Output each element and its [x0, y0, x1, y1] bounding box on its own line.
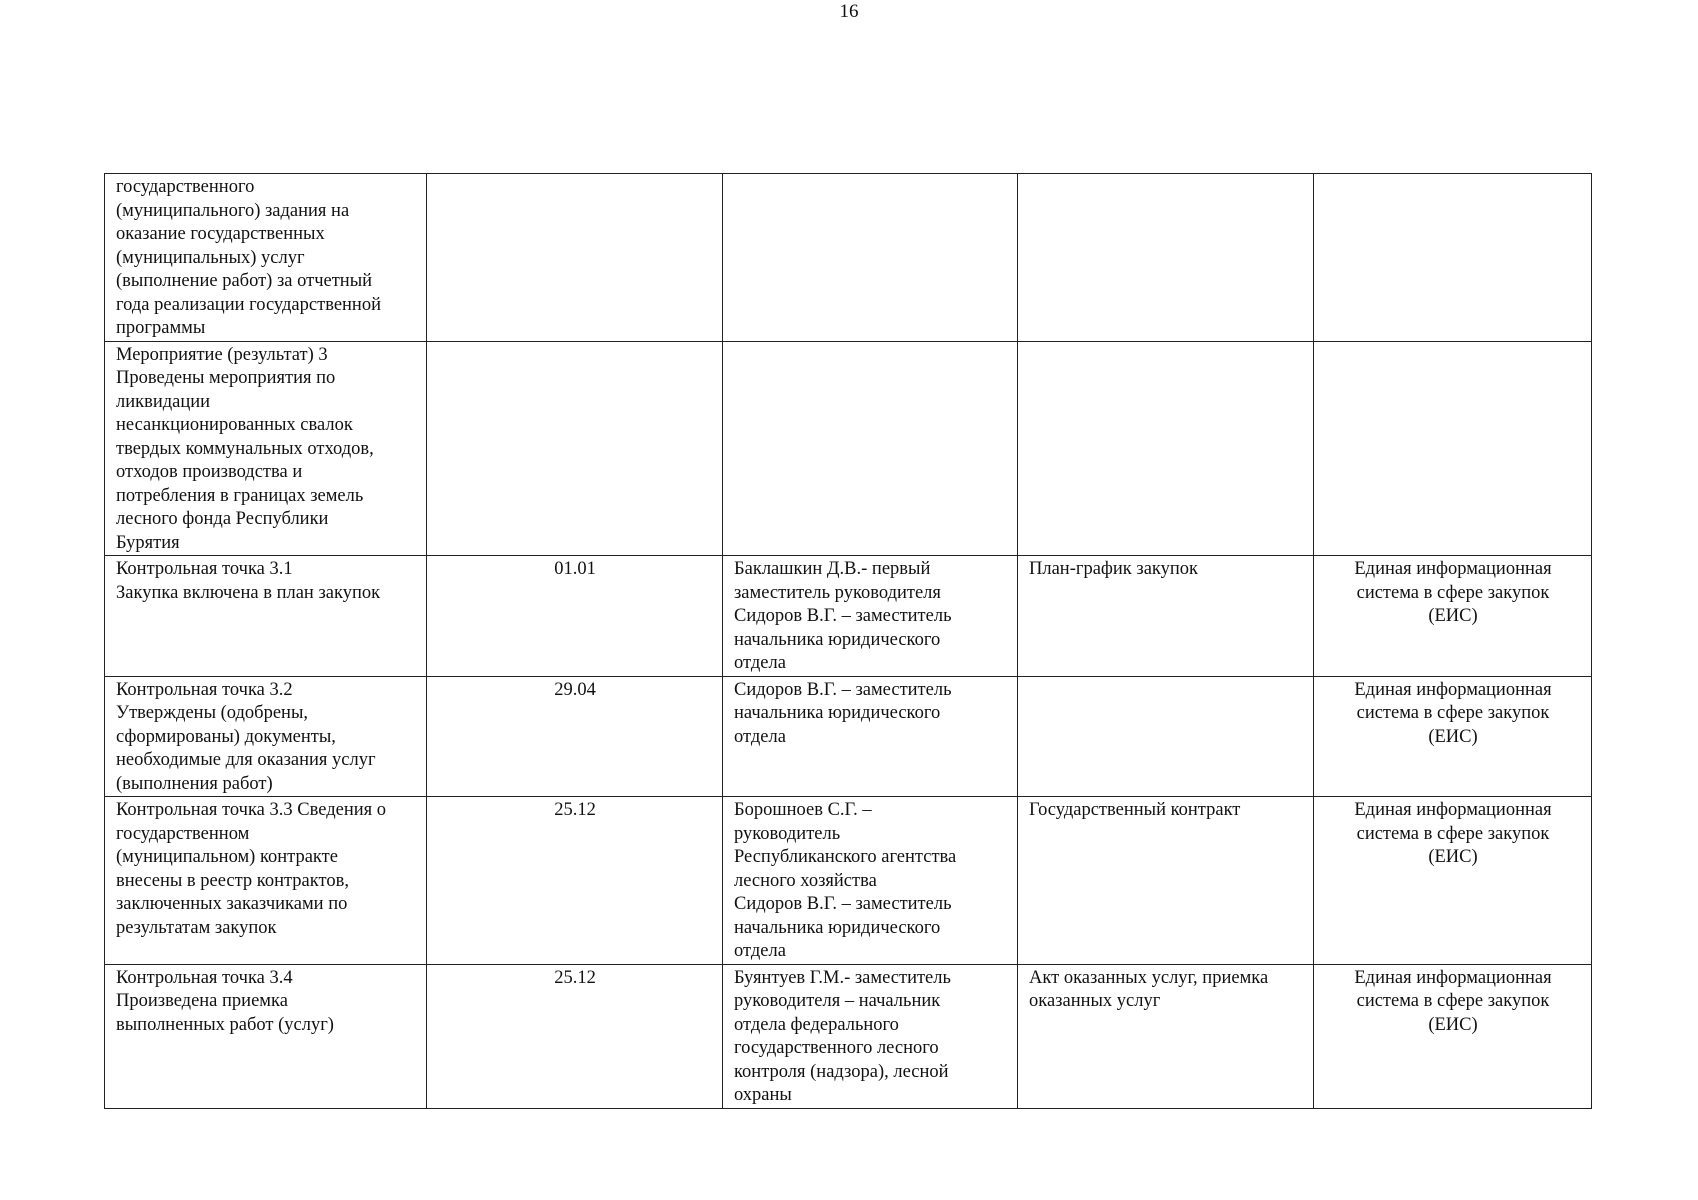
information-system-cell-line: Единая информационная: [1354, 967, 1552, 988]
event-description-cell-line: (муниципальном) контракте: [116, 847, 338, 867]
information-system-cell-line: Единая информационная: [1354, 679, 1552, 700]
event-description-cell-line: сформированы) документы,: [116, 726, 336, 747]
event-description-cell-line: Контрольная точка 3.4: [116, 967, 293, 988]
event-description-cell-line: Контрольная точка 3.1: [116, 559, 293, 579]
responsible-cell: [723, 676, 1018, 797]
information-system-cell-line: Единая информационная: [1354, 800, 1552, 820]
event-description-cell-line: года реализации государственной: [116, 294, 381, 315]
event-description-cell-line: внесены в реестр контрактов,: [116, 870, 349, 891]
event-description-cell: [105, 341, 427, 556]
event-description-cell: [105, 797, 427, 965]
document-cell: [1018, 964, 1314, 1108]
information-system-cell-line: система в сфере закупок: [1356, 823, 1550, 844]
event-description-cell-line: твердых коммунальных отходов,: [116, 438, 374, 459]
responsible-cell-line: Буянтуев Г.М.- заместитель: [734, 967, 951, 988]
responsible-cell-line: начальника юридического: [734, 917, 941, 938]
responsible-cell-line: Сидоров В.Г. – заместитель: [734, 894, 952, 914]
responsible-cell-line: лесного хозяйства: [734, 870, 877, 891]
information-system-cell: [1314, 341, 1592, 556]
event-description-cell-line: Закупка включена в план закупок: [116, 582, 381, 603]
responsible-cell-line: начальника юридического: [734, 703, 941, 723]
document-cell: [1018, 676, 1314, 797]
table-body: [105, 174, 1592, 1109]
event-description-cell-line: заключенных заказчиками по: [116, 894, 348, 914]
event-description-cell: [105, 676, 427, 797]
deadline-cell: 25.12: [427, 797, 723, 965]
event-description-cell-line: несанкционированных свалок: [116, 415, 353, 435]
information-system-cell-line: (ЕИС): [1428, 1014, 1478, 1035]
responsible-cell: [723, 341, 1018, 556]
responsible-cell-line: Баклашкин Д.В.- первый: [734, 559, 931, 579]
deadline-cell: [427, 341, 723, 556]
document-cell-line: План-график закупок: [1029, 559, 1199, 579]
responsible-cell-line: начальника юридического: [734, 629, 941, 650]
event-description-cell-line: ликвидации: [116, 391, 211, 412]
responsible-cell-line: охраны: [734, 1085, 792, 1105]
plan-table: [104, 173, 1592, 1109]
event-description-cell-line: Контрольная точка 3.2: [116, 679, 293, 700]
event-description-cell-line: Проведены мероприятия по: [116, 368, 336, 388]
information-system-cell: [1314, 174, 1592, 342]
responsible-cell-line: отдела: [734, 726, 786, 747]
table-row: [105, 797, 1592, 965]
table-row: [105, 174, 1592, 342]
responsible-cell-line: отдела: [734, 941, 786, 961]
document-cell: [1018, 556, 1314, 677]
information-system-cell-line: (ЕИС): [1428, 726, 1478, 747]
event-description-cell-line: (муниципального) задания на: [116, 200, 350, 221]
event-description-cell: [105, 174, 427, 342]
event-description-cell-line: потребления в границах земель: [116, 485, 364, 506]
information-system-cell-line: (ЕИС): [1428, 847, 1478, 867]
event-description-cell-line: Бурятия: [116, 532, 180, 553]
responsible-cell-line: Республиканского агентства: [734, 847, 957, 867]
responsible-cell: [723, 174, 1018, 342]
responsible-cell-line: Сидоров В.Г. – заместитель: [734, 606, 952, 626]
information-system-cell-line: система в сфере закупок: [1356, 582, 1550, 603]
table-row: [105, 964, 1592, 1108]
deadline-cell: 01.01: [427, 556, 723, 677]
responsible-cell-line: отдела федерального: [734, 1014, 899, 1035]
event-description-cell-line: Произведена приемка: [116, 991, 288, 1011]
responsible-cell-line: отдела: [734, 653, 786, 673]
table-row: [105, 556, 1592, 677]
document-cell-line: оказанных услуг: [1029, 991, 1161, 1011]
information-system-cell-line: система в сфере закупок: [1356, 991, 1550, 1011]
event-description-cell-line: выполненных работ (услуг): [116, 1014, 334, 1035]
responsible-cell-line: руководителя – начальник: [734, 991, 941, 1011]
document-cell: [1018, 797, 1314, 965]
event-description-cell-line: необходимые для оказания услуг: [116, 750, 376, 770]
event-description-cell-line: Утверждены (одобрены,: [116, 703, 309, 723]
responsible-cell-line: заместитель руководителя: [734, 582, 941, 603]
event-description-cell-line: (выполнения работ): [116, 773, 273, 794]
document-cell: [1018, 174, 1314, 342]
event-description-cell: [105, 964, 427, 1108]
page-number: 16: [839, 1, 859, 22]
document-cell-line: Государственный контракт: [1029, 800, 1241, 820]
event-description-cell-line: (выполнение работ) за отчетный: [116, 271, 373, 291]
responsible-cell-line: государственного лесного: [734, 1038, 939, 1058]
information-system-cell-line: система в сфере закупок: [1356, 703, 1550, 723]
responsible-cell-line: руководитель: [734, 823, 841, 844]
event-description-cell-line: (муниципальных) услуг: [116, 247, 305, 268]
table-row: [105, 676, 1592, 797]
event-description-cell-line: государственного: [116, 177, 255, 197]
event-description-cell-line: лесного фонда Республики: [116, 509, 329, 529]
responsible-cell: [723, 964, 1018, 1108]
responsible-cell: [723, 556, 1018, 677]
document-cell: [1018, 341, 1314, 556]
responsible-cell-line: Борошноев С.Г. –: [734, 800, 872, 820]
information-system-cell: [1314, 676, 1592, 797]
responsible-cell-line: Сидоров В.Г. – заместитель: [734, 679, 952, 700]
event-description-cell-line: Контрольная точка 3.3 Сведения о: [116, 800, 387, 820]
information-system-cell-line: Единая информационная: [1354, 559, 1552, 579]
document-cell-line: Акт оказанных услуг, приемка: [1029, 967, 1269, 988]
event-description-cell-line: государственном: [116, 823, 250, 844]
deadline-cell: 29.04: [427, 676, 723, 797]
event-description-cell: [105, 556, 427, 677]
event-description-cell-line: Мероприятие (результат) 3: [116, 344, 328, 365]
responsible-cell-line: контроля (надзора), лесной: [734, 1061, 949, 1082]
table-row: [105, 341, 1592, 556]
event-description-cell-line: отходов производства и: [116, 462, 303, 482]
event-description-cell-line: оказание государственных: [116, 224, 325, 244]
responsible-cell: [723, 797, 1018, 965]
deadline-cell: [427, 174, 723, 342]
information-system-cell-line: (ЕИС): [1428, 606, 1478, 626]
deadline-cell: 25.12: [427, 964, 723, 1108]
information-system-cell: [1314, 964, 1592, 1108]
event-description-cell-line: программы: [116, 318, 206, 338]
event-description-cell-line: результатам закупок: [116, 917, 277, 938]
information-system-cell: [1314, 556, 1592, 677]
information-system-cell: [1314, 797, 1592, 965]
